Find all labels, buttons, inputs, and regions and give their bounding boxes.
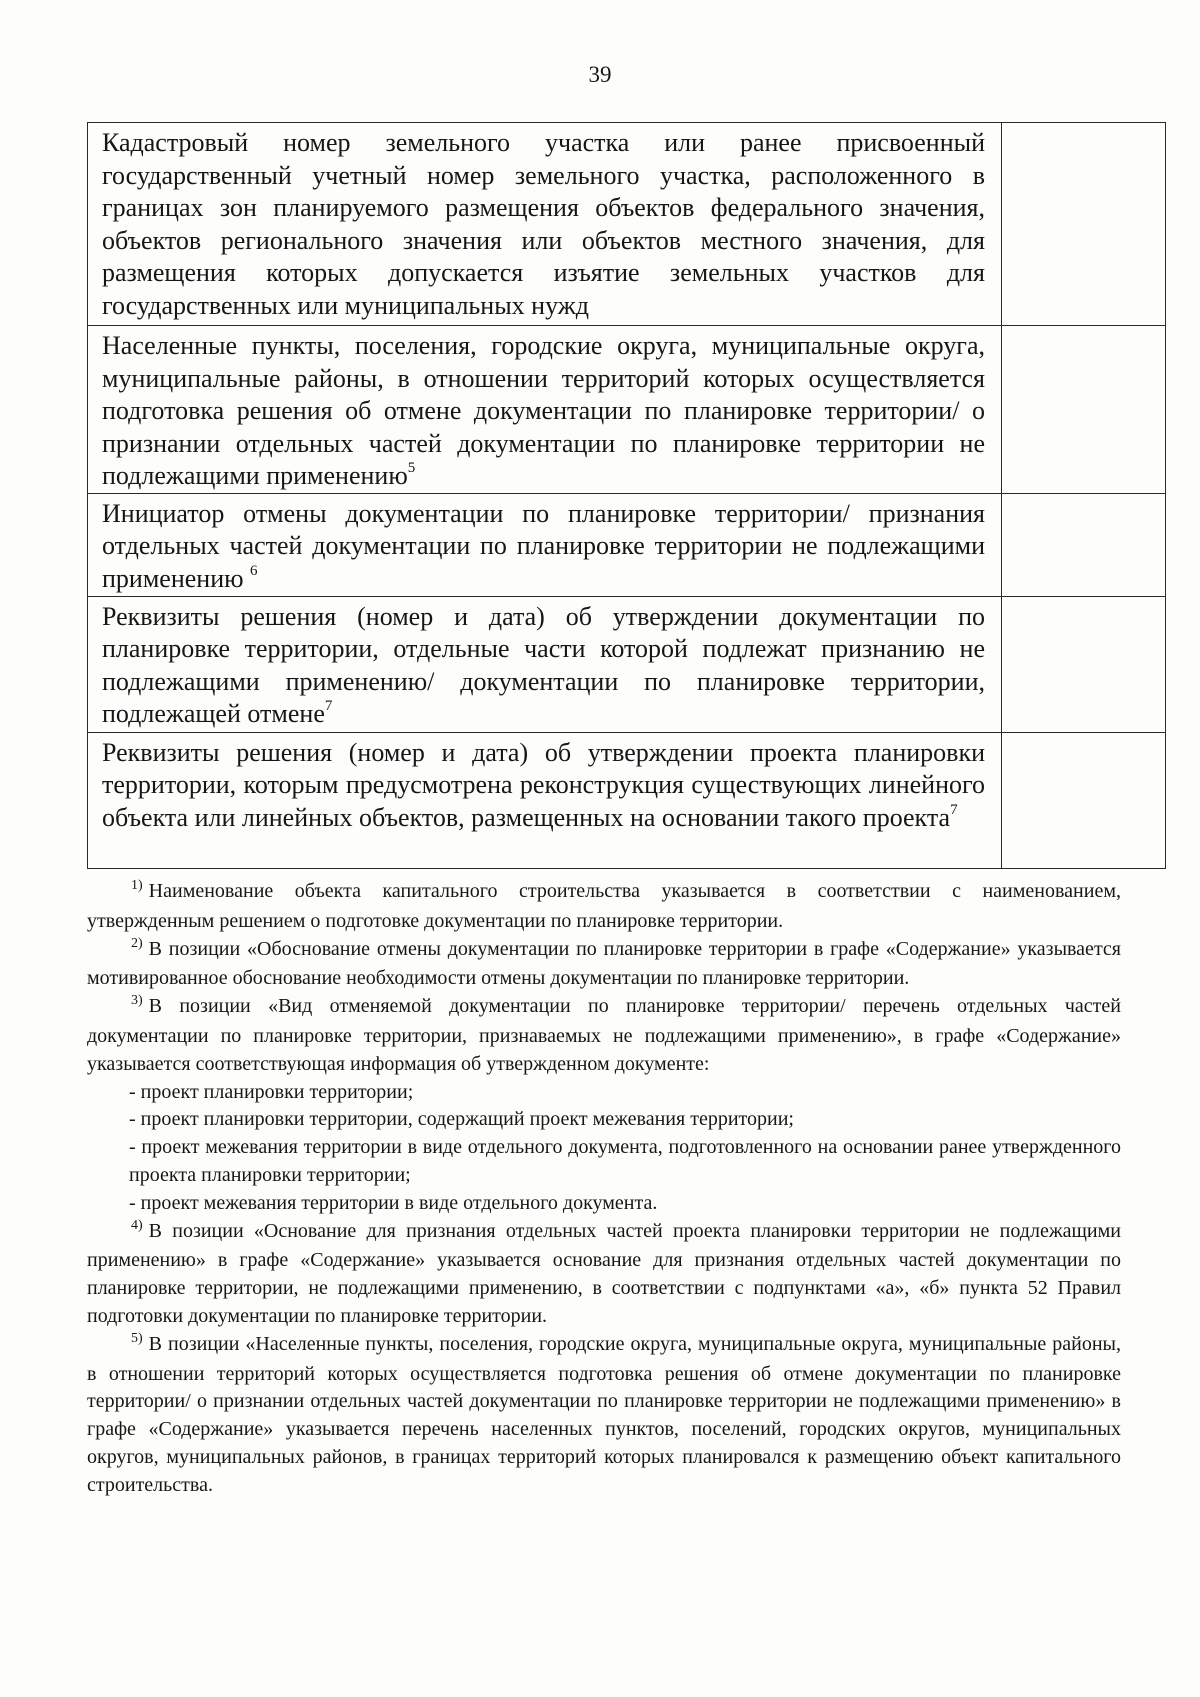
table-row: [88, 493, 1166, 596]
list-item: - проект межевания территории в виде отдельного документа, подготовленного на основании ранее утвержденного проекта планировки территории;: [129, 1136, 1121, 1186]
row-value-cell: [1002, 732, 1166, 868]
footnote-5: $^{5)}$ В позиции «Населенные пункты, поселения, городские округа, муниципальные округа, муниципальные районы, в отношении территорий которых осуществляется подготовка решения об отмене документации по планировке территории/ о признании отдельных частей документации по планировке территории не подлежащими применению» в графе «Содержание» указывается перечень населенных пунктов, поселений, городских округов, муниципальных округов, муниципальных районов, в границах территорий которых планировался к размещению объект капитального строительства.: [87, 1330, 1121, 1496]
table-row: [88, 326, 1166, 494]
row-label: Кадастровый номер земельного участка или ранее присвоенный государственный учетный номер земельного участка, расположенного в границах зон планируемого размещения объектов федерального значения, объектов регионального значения или объектов местного значения, для размещения которых допускается изъятие земельных участков для государственных или муниципальных нужд: [88, 123, 1002, 326]
requisites-table: [87, 122, 1166, 869]
footnote-mark: 3): [131, 993, 143, 1009]
page-number: 39: [588, 62, 612, 87]
row-label: Населенные пункты, поселения, городские округа, муниципальные округа, муниципальные районы, в отношении территорий которых осуществляется подготовка решения об отмене документации по планировке территории/ о признании отдельных частей документации по планировке территории не подлежащими применению$^5$: [88, 326, 1002, 494]
list-item: - проект планировки территории, содержащий проект межевания территории;: [129, 1108, 794, 1131]
footnote-ref: 5: [407, 460, 416, 477]
row-label: Реквизиты решения (номер и дата) об утверждении документации по планировке территории, отдельные части которой подлежат признанию не подлежащими применению/ документации по планировке территории, подлежащей отмене$^7$: [88, 596, 1002, 732]
list-item: - проект планировки территории;: [129, 1080, 414, 1103]
footnote-ref: 6: [250, 562, 258, 579]
table-row: [88, 123, 1166, 326]
row-value-cell: [1002, 596, 1166, 732]
row-value-cell: [1002, 123, 1166, 326]
footnotes: [87, 878, 1121, 1500]
footnote-mark: 4): [131, 1217, 143, 1233]
footnote-mark: 5): [131, 1330, 143, 1346]
row-value-cell: [1002, 493, 1166, 596]
footnote-4: $^{4)}$ В позиции «Основание для признания отдельных частей проекта планировки территории не подлежащими применению» в графе «Содержание» указывается основание для признания отдельных частей документации по планировке территории, не подлежащими применению, в соответствии с подпунктами «а», «б» пункта 52 Правил подготовки документации по планировке территории.: [87, 1217, 1121, 1327]
footnote-3: $^{3)}$ В позиции «Вид отменяемой документации по планировке территории/ перечень отдельных частей документации по планировке территории, признаваемых не подлежащими применению», в графе «Содержание» указывается соответствующая информация об утвержденном документе:: [87, 993, 1121, 1075]
row-value-cell: [1002, 326, 1166, 494]
table-row: [88, 596, 1166, 732]
footnote-mark: 2): [131, 935, 143, 951]
row-label: Инициатор отмены документации по планировке территории/ признания отдельных частей документации по планировке территории не подлежащими применению $^6$: [88, 493, 1002, 596]
footnote-ref: 7: [324, 698, 333, 715]
footnote-1: $^{1)}$ Наименование объекта капитального строительства указывается в соответствии с наименованием, утвержденным решением о подготовке документации по планировке территории.: [87, 878, 1121, 932]
row-label: Реквизиты решения (номер и дата) об утверждении проекта планировки территории, которым предусмотрена реконструкция существующих линейного объекта или линейных объектов, размещенных на основании такого проекта$^7$: [88, 732, 1002, 868]
list-item: - проект межевания территории в виде отдельного документа.: [129, 1191, 658, 1214]
table-row: [88, 732, 1166, 868]
footnote-mark: 1): [131, 878, 143, 893]
footnote-2: $^{2)}$ В позиции «Обоснование отмены документации по планировке территории в графе «Содержание» указывается мотивированное обоснование необходимости отмены документации по планировке территории.: [87, 935, 1121, 990]
footnote-ref: 7: [950, 801, 958, 818]
